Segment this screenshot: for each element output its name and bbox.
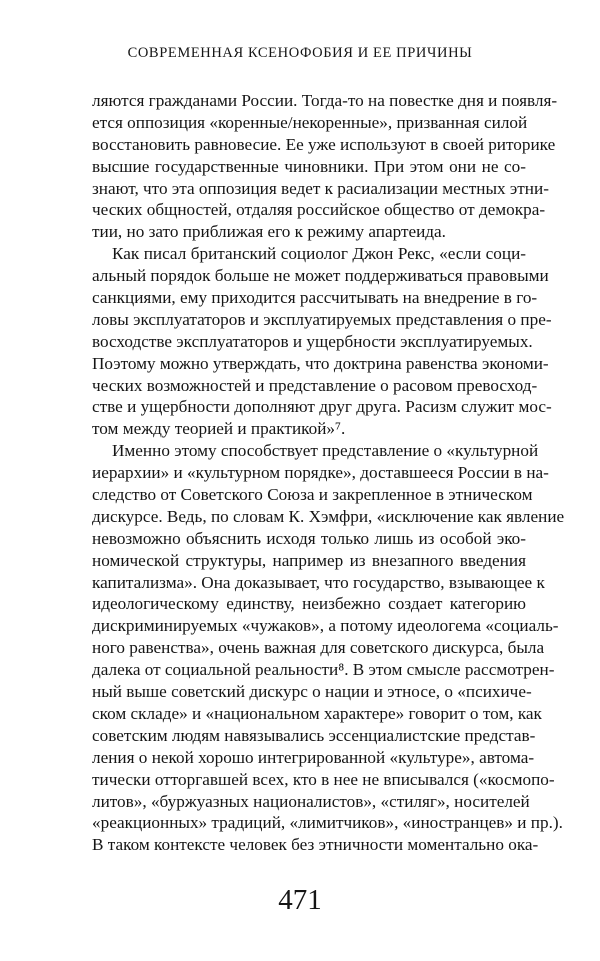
text-line: том между теорией и практикой»⁷. xyxy=(92,419,346,439)
text-line: советским людям навязывались эссенциалистские представ- xyxy=(92,725,536,745)
text-line: санкциями, ему приходится рассчитывать на внедрение в го- xyxy=(92,288,538,308)
text-line: знают, что эта оппозиция ведет к расиализации местных этни- xyxy=(92,178,549,198)
text-line: ловы эксплуататоров и эксплуатируемых представления о пре- xyxy=(92,309,552,329)
text-line: литов», «буржуазных националистов», «стиляг», носителей xyxy=(92,791,530,811)
text-line: Поэтому можно утверждать, что доктрина равенства экономи- xyxy=(92,353,549,373)
text-line: невозможно объяснить исходя только лишь из особой эко- xyxy=(92,528,526,548)
text-line: Как писал британский социолог Джон Рекс, «если соци- xyxy=(112,244,526,264)
page-body-text xyxy=(92,90,565,856)
paragraph xyxy=(92,90,558,243)
text-line: дискурсе. Ведь, по словам К. Хэмфри, «исключение как явление xyxy=(92,506,565,526)
text-line: ском складе» и «национальном характере» говорит о том, как xyxy=(92,703,542,723)
text-line: восходстве эксплуататоров и ущербности эксплуатируемых. xyxy=(92,331,533,351)
text-line: иерархии» и «культурном порядке», доставшееся России в на- xyxy=(92,463,549,483)
text-line: высшие государственные чиновники. При этом они не со- xyxy=(92,156,526,176)
text-line: ный выше советский дискурс о нации и этносе, о «психиче- xyxy=(92,682,532,702)
text-line: ления о некой хорошо интегрированной «культуре», автома- xyxy=(92,747,535,767)
text-line: Именно этому способствует представление о «культурной xyxy=(112,441,539,461)
text-line: тически отторгавшей всех, кто в нее не вписывался («космопо- xyxy=(92,769,555,789)
running-header: СОВРЕМЕННАЯ КСЕНОФОБИЯ И ЕЕ ПРИЧИНЫ xyxy=(127,45,473,61)
text-line: номической структуры, например из внезапного введения xyxy=(92,550,526,570)
text-line: «реакционных» традиций, «лимитчиков», «иностранцев» и пр.). xyxy=(92,813,563,833)
text-line: ческих общностей, отдаляя российское общество от демокра- xyxy=(92,200,546,220)
text-line: дискриминируемых «чужаков», а потому идеологема «социаль- xyxy=(92,616,559,636)
text-line: ческих возможностей и представление о расовом превосход- xyxy=(92,375,538,395)
text-line: восстановить равновесие. Ее уже используют в своей риторике xyxy=(92,134,556,154)
paragraph xyxy=(92,243,552,440)
text-line: тии, но зато приближая его к режиму апартеида. xyxy=(92,222,446,242)
text-line: ного равенства», очень важная для советского дискурса, была xyxy=(92,638,545,658)
text-line: идеологическому единству, неизбежно создает категорию xyxy=(92,594,526,614)
text-line: стве и ущербности дополняют друг друга. Расизм служит мос- xyxy=(92,397,552,417)
text-line: капитализма». Она доказывает, что государство, взывающее к xyxy=(92,572,545,592)
text-line: В таком контексте человек без этничности моментально ока- xyxy=(92,835,539,855)
paragraph xyxy=(92,440,565,856)
text-line: альный порядок больше не может поддерживаться правовыми xyxy=(92,266,549,286)
page-number: 471 xyxy=(278,884,322,916)
text-line: далека от социальной реальности⁸. В этом смысле рассмотрен- xyxy=(92,660,555,680)
text-line: ляются гражданами России. Тогда-то на повестке дня и появля- xyxy=(92,91,558,110)
text-line: следство от Советского Союза и закрепленное в этническом xyxy=(92,485,533,505)
text-line: ется оппозиция «коренные/некоренные», призванная силой xyxy=(92,112,528,132)
